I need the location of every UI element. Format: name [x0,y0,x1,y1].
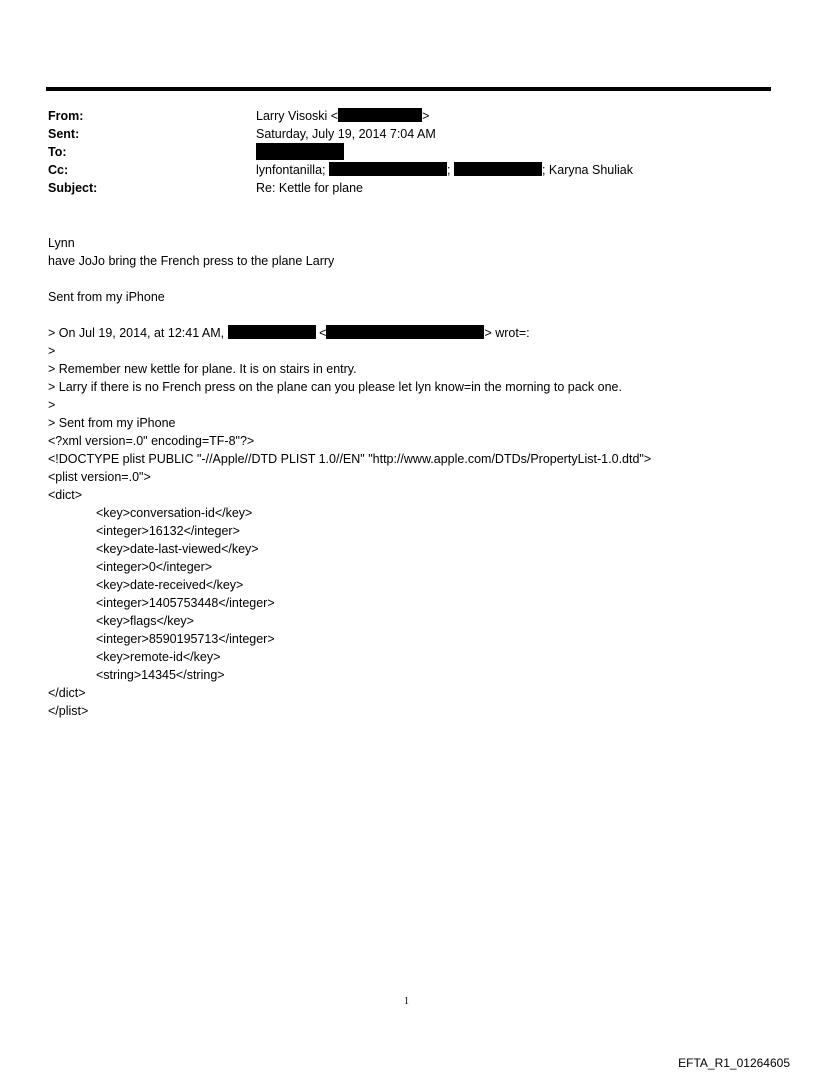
cc-first: lynfontanilla; [256,163,326,177]
redaction-block [329,162,447,176]
quote-signature: > Sent from my iPhone [48,416,176,430]
plist-entry: <key>flags</key> [96,614,194,628]
redaction-block [326,325,484,339]
document-id: EFTA_R1_01264605 [678,1056,790,1070]
plist-entry: <integer>1405753448</integer> [96,596,275,610]
plist-entry: <integer>8590195713</integer> [96,632,275,646]
from-value [256,107,429,125]
message-text: have JoJo bring the French press to the plane Larry [48,254,335,268]
quote-intro-bracket: < [319,326,327,340]
plist-entry: <key>remote-id</key> [96,650,221,664]
header-rule [46,87,771,91]
quote-intro-text: > On Jul 19, 2014, at 12:41 AM, [48,326,225,340]
doctype-line: <!DOCTYPE plist PUBLIC "-//Apple//DTD PLIST 1.0//EN" "http://www.apple.com/DTDs/PropertyList-1.0.dtd"> [48,452,652,466]
plist-entry: <key>date-received</key> [96,578,244,592]
sent-value: Saturday, July 19, 2014 7:04 AM [256,127,436,141]
to-value [256,143,344,163]
plist-entry: <key>date-last-viewed</key> [96,542,259,556]
to-label: To: [48,145,67,159]
subject-value: Re: Kettle for plane [256,181,364,195]
plist-close: </plist> [48,704,89,718]
greeting: Lynn [48,236,75,250]
plist-entry: <key>conversation-id</key> [96,506,253,520]
redaction-block [454,162,542,176]
plist-entry: <integer>0</integer> [96,560,213,574]
redaction-block [228,325,316,339]
quote-intro [48,324,530,342]
sent-label: Sent: [48,127,80,141]
from-close: > [422,109,430,123]
cc-last: ; Karyna Shuliak [541,163,633,177]
from-name: Larry Visoski < [256,109,339,123]
quote-blank: > [48,344,56,358]
plist-entry: <string>14345</string> [96,668,225,682]
xml-declaration: <?xml version=.0" encoding=TF-8"?> [48,434,255,448]
quote-line: > Larry if there is no French press on the plane can you please let lyn know=in the morning to pack one. [48,380,622,394]
cc-label: Cc: [48,163,69,177]
signature: Sent from my iPhone [48,290,165,304]
plist-entry: <integer>16132</integer> [96,524,240,538]
from-label: From: [48,109,84,123]
cc-value [256,161,633,179]
dict-close: </dict> [48,686,86,700]
quote-intro-tail: > wrot=: [484,326,530,340]
subject-label: Subject: [48,181,98,195]
dict-open: <dict> [48,488,83,502]
redaction-block [338,108,422,122]
redaction-block [256,143,344,160]
quote-blank: > [48,398,56,412]
plist-open: <plist version=.0"> [48,470,151,484]
cc-sep: ; [446,163,451,177]
quote-line: > Remember new kettle for plane. It is on stairs in entry. [48,362,357,376]
page-number: 1 [404,996,409,1007]
